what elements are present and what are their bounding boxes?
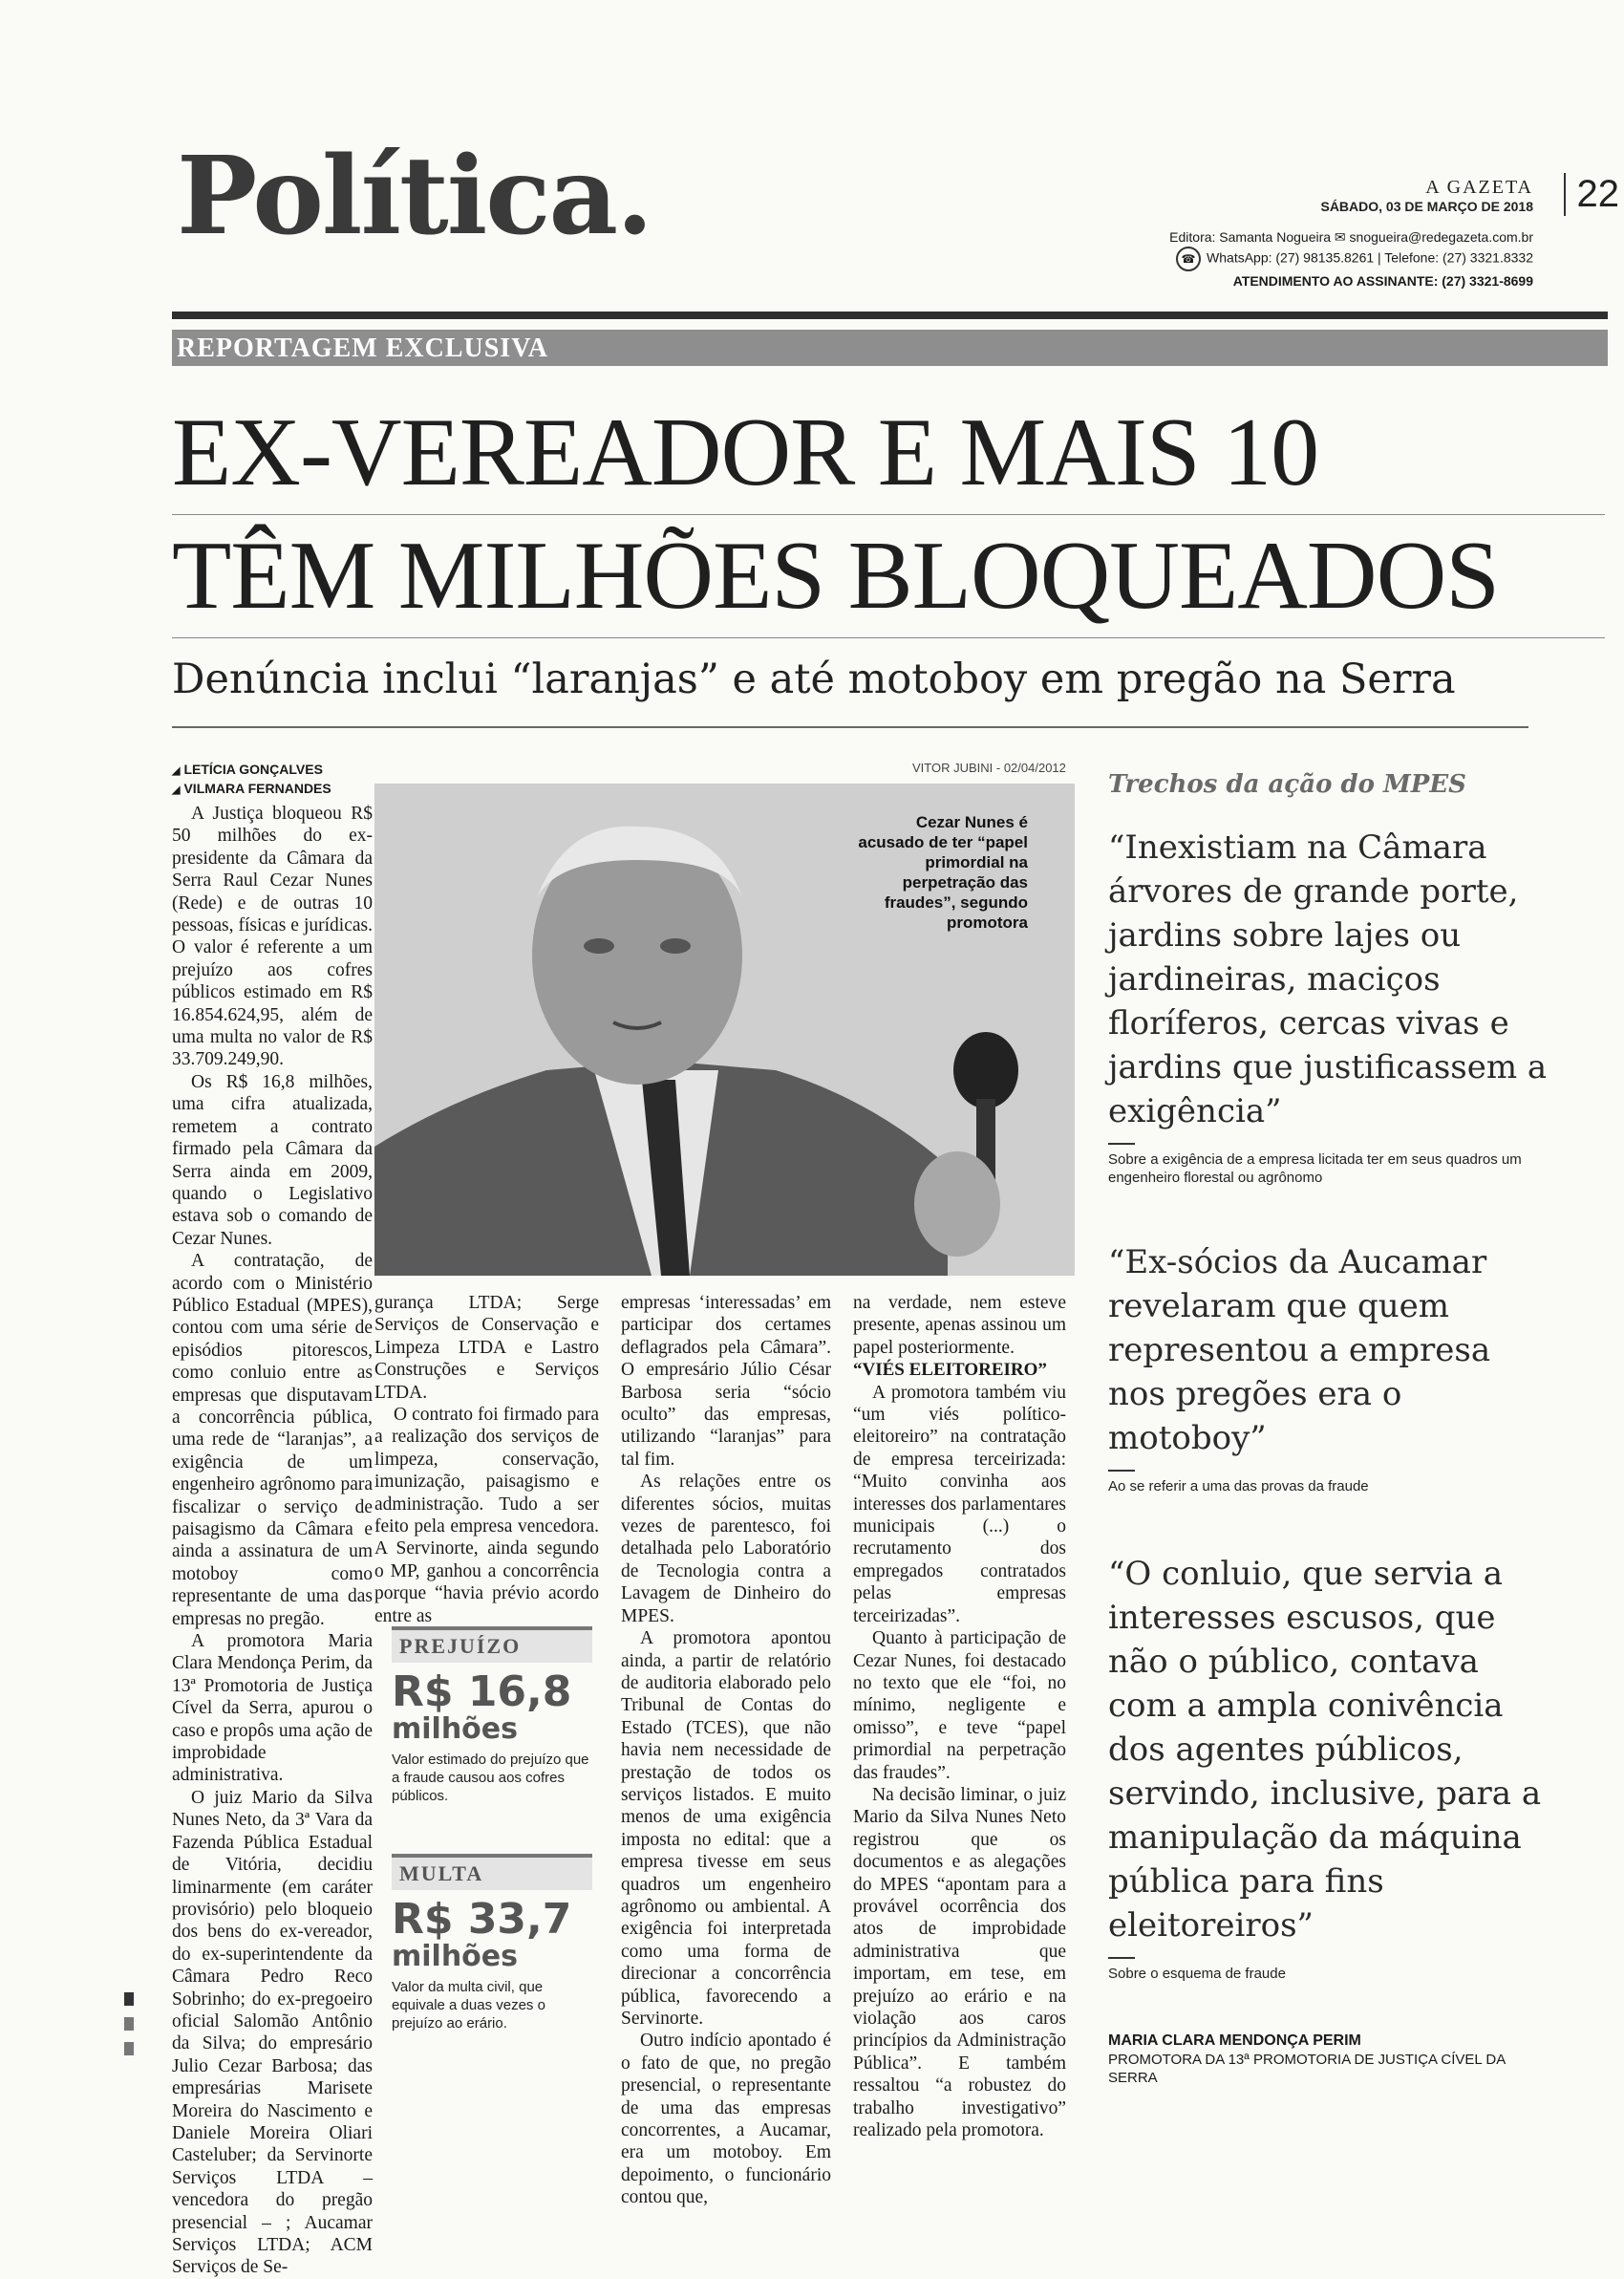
factbox-label: MULTA — [392, 1854, 592, 1890]
factbox-description: Valor da multa civil, que equivale a duas vezes o prejuízo ao erário. — [392, 1979, 545, 2032]
paragraph: A promotora também viu “um viés político-eleitoreiro” na contratação de empresa terceirizada: “Muito convinha aos interesses dos parlamentares municipais (...) o recrutamento dos empregados contratados pelas empresas terceirizadas”. — [853, 1382, 1066, 1626]
bylines — [172, 761, 331, 799]
header-rule — [172, 312, 1608, 319]
headline — [172, 392, 1605, 638]
factbox-unit: milhões — [392, 1712, 518, 1746]
paragraph: Quanto à participação de Cezar Nunes, foi destacado no texto que ele “foi, no mínimo, negligente e omisso”, e teve “papel primordial na perpetração das fraudes”. — [853, 1628, 1066, 1783]
photo-caption: Cezar Nunes é acusado de ter “papel primordial na perpetração das fraudes”, segundo promotora — [858, 813, 1028, 932]
factbox-multa — [392, 1854, 592, 2032]
factbox-prejuizo — [392, 1626, 592, 1805]
whatsapp-icon: ☎ — [1176, 247, 1201, 271]
page-number: 22 — [1564, 173, 1620, 216]
pull-quote: “Ex-sócios da Aucamar revelaram que quem representou a empresa nos pregões era o motoboy” — [1108, 1243, 1491, 1457]
paragraph: A promotora apontou ainda, a partir de relatório de auditoria elaborado pelo Tribunal de Contas do Estado (TCES), que não havia nem necessidade de prestação de todos os serviços listados. E muito menos de uma exigência imposta no edital: que a empresa tivesse em seus quadros um engenheiro agrônomo ou ambiental. A exigência foi interpretada como uma forma de direcionar a concorrência pública, favorecendo a Servinorte. — [621, 1628, 831, 2029]
byline: ◢ VILMARA FERNANDES — [172, 781, 331, 796]
paragraph: Outro indício apontado é o fato de que, no pregão presencial, o representante de uma das empresas concorrentes, a Aucamar, era um motoboy. Em depoimento, o funcionário contou que, — [621, 2031, 831, 2208]
factbox-description: Valor estimado do prejuízo que a fraude causou aos cofres públicos. — [392, 1752, 589, 1804]
pen-icon: ◢ — [172, 765, 181, 777]
pull-quote: “Inexistiam na Câmara árvores de grande porte, jardins sobre lajes ou jardineiras, maciços floríferos, cercas vivas e jardins que justificassem a exigência” — [1108, 828, 1548, 1130]
contact-line: ☎ WhatsApp: (27) 98135.8261 | Telefone: (27) 3321.8332 — [1169, 247, 1533, 271]
pull-quote: “O conluio, que servia a interesses escusos, que não o público, contava com a ampla conivência dos agentes públicos, servindo, inclusive, para a manipulação da máquina pública para fins eleitoreiros” — [1108, 1555, 1542, 1945]
editor-line: Editora: Samanta Nogueira ✉ snogueira@redegazeta.com.br — [1169, 229, 1533, 245]
paragraph: Os R$ 16,8 milhões, uma cifra atualizada, remetem a contrato firmado pela Câmara da Serra ainda em 2009, quando o Legislativo estava sob o comando de Cezar Nunes. — [172, 1071, 373, 1249]
subheadline-rule — [172, 726, 1528, 728]
sidebar-title: Trechos da ação do MPES — [1108, 770, 1466, 799]
quote-note: Sobre a exigência de a empresa licitada ter em seus quadros um engenheiro florestal ou agrônomo — [1108, 1151, 1522, 1186]
quote-author-name: MARIA CLARA MENDONÇA PERIM — [1108, 2032, 1361, 2049]
article-column-2 — [374, 1292, 599, 1627]
paragraph: O juiz Mario da Silva Nunes Neto, da 3ª Vara da Fazenda Pública Estadual de Vitória, decidiu liminarmente (em caráter provisório) pelo bloqueio dos bens do ex-vereador, do ex-superintendente da Câmara Pedro Reco Sobrinho; do ex-pregoeiro oficial Salomão Antônio da Silva; do empresário Julio Cezar Barbosa; das empresárias Marisete Moreira do Nascimento e Daniele Moreira Oliari Casteluber; da Servinorte Serviços LTDA – vencedora do pregão presencial – ; Aucamar Serviços LTDA; ACM Serviços de Se- — [172, 1787, 373, 2278]
quote-divider — [1108, 1470, 1135, 1472]
quote-divider — [1108, 1143, 1135, 1145]
editor-info — [1169, 227, 1533, 291]
paragraph: Na decisão liminar, o juiz Mario da Silva Nunes Neto registrou que os documentos e as alegações do MPES “apontam para a provável ocorrência dos atos de improbidade administrativa que importam, em tese, em prejuízo ao erário e na violação aos caros princípios da Administração Pública”. E também ressaltou “a robustez do trabalho investigativo” realizado pela promotora. — [853, 1784, 1066, 2141]
photo-credit: VITOR JUBINI - 02/04/2012 — [912, 761, 1066, 775]
paragraph: O contrato foi firmado para a realização dos serviços de limpeza, conservação, imunização, paisagismo e administração. Tudo a ser feito pela empresa vencedora. A Servinorte, ainda segundo o MP, ganhou a concorrência porque “havia prévio acordo entre as — [374, 1405, 599, 1626]
paragraph: na verdade, nem esteve presente, apenas assinou um papel posteriormente. — [853, 1293, 1066, 1358]
article-column-4 — [853, 1292, 1066, 2141]
factbox-value: R$ 33,7 — [392, 1895, 572, 1944]
quote-divider — [1108, 1957, 1135, 1959]
subheadline: Denúncia inclui “laranjas” e até motoboy em pregão na Serra — [172, 656, 1456, 703]
quote-note: Ao se referir a uma das provas da fraude — [1108, 1478, 1369, 1494]
section-subhead: “VIÉS ELEITOREIRO” — [853, 1360, 1047, 1381]
registration-marks — [124, 1992, 134, 2067]
headline-line-1: EX-VEREADOR E MAIS 10 — [172, 392, 1605, 515]
quote-block — [1108, 1240, 1548, 1495]
subscriber-line: ATENDIMENTO AO ASSINANTE: (27) 3321-8699 — [1232, 273, 1533, 290]
registration-mark — [124, 2042, 134, 2055]
masthead — [1320, 173, 1619, 215]
paragraph: A Justiça bloqueou R$ 50 milhões do ex-presidente da Câmara da Serra Raul Cezar Nunes (Rede) e de outras 10 pessoas, físicas e jurídicas. O valor é referente a um prejuízo aos cofres públicos estimado em R$ 16.854.624,95, além de uma multa no valor de R$ 33.709.249,90. — [172, 804, 373, 1070]
paragraph: As relações entre os diferentes sócios, muitas vezes de parentesco, foi detalhada pelo Laboratório de Tecnologia contra a Lavagem de Dinheiro do MPES. — [621, 1472, 831, 1626]
quotes-sidebar — [1108, 770, 1548, 2086]
paragraph: A promotora Maria Clara Mendonça Perim, da 13ª Promotoria de Justiça Cível da Serra, apurou o caso e propôs uma ação de improbidade administrativa. — [172, 1631, 373, 1786]
kicker: REPORTAGEM EXCLUSIVA — [177, 333, 549, 363]
quote-note: Sobre o esquema de fraude — [1108, 1966, 1286, 1982]
issue-date: SÁBADO, 03 DE MARÇO DE 2018 — [1320, 199, 1533, 214]
article-column-3 — [621, 1292, 831, 2209]
paper-name: A GAZETA — [1425, 177, 1533, 198]
headline-line-2: TÊM MILHÕES BLOQUEADOS — [172, 515, 1605, 638]
registration-mark — [124, 1992, 134, 2006]
quote-author-role: PROMOTORA DA 13ª PROMOTORIA DE JUSTIÇA CÍVEL DA SERRA — [1108, 2052, 1506, 2086]
factbox-value: R$ 16,8 — [392, 1667, 572, 1716]
factbox-unit: milhões — [392, 1940, 518, 1973]
pen-icon: ◢ — [172, 785, 181, 796]
registration-mark — [124, 2017, 134, 2031]
section-title: Política. — [177, 134, 652, 259]
article-column-1 — [172, 803, 373, 2279]
factbox-label: PREJUÍZO — [392, 1626, 592, 1663]
quote-block — [1108, 1552, 1548, 1983]
paragraph: empresas ‘interessadas’ em participar dos certames deflagrados pela Câmara”. O empresário Júlio César Barbosa seria “sócio oculto” das empresas, utilizando “laranjas” para tal fim. — [621, 1293, 831, 1470]
paragraph: gurança LTDA; Serge Serviços de Conservação e Limpeza LTDA e Lastro Construções e Serviços LTDA. — [374, 1293, 599, 1403]
paragraph: A contratação, de acordo com o Ministério Público Estadual (MPES), contou com uma série de episódios pitorescos, como conluio entre as empresas que disputavam a concorrência pública, uma rede de “laranjas”, a exigência de um engenheiro agrônomo para fiscalizar o serviço de paisagismo da Câmara e ainda a assinatura de um motoboy como representante de uma das empresas no pregão. — [172, 1251, 373, 1629]
quote-block — [1108, 826, 1548, 1187]
byline: ◢ LETÍCIA GONÇALVES — [172, 762, 323, 777]
